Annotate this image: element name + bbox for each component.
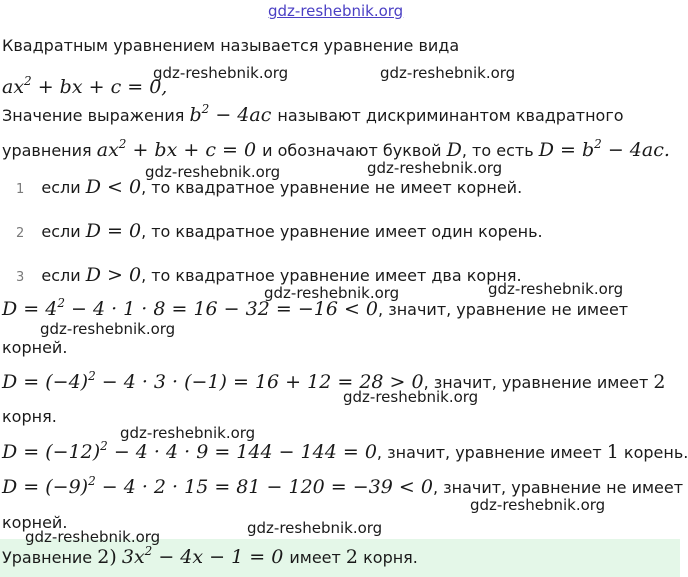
solution-2: $D = (-4)^2 - 4 \cdot 3 \cdot (-1) = 16 + 12 = 28 > 0$, значит, уравнение имеет 2 — [2, 369, 666, 393]
answer-line: Уравнение 2) $3x^2 - 4x - 1 = 0$ имеет 2 корня. — [2, 544, 418, 568]
site-link[interactable]: gdz-reshebnik.org — [268, 2, 404, 20]
discriminant-line-2: уравнения $ax^2$ + bx + c = 0 и обозначают буквой D, то есть $D = b^2 - 4ac$. — [2, 137, 670, 161]
definition-intro: Квадратным уравнением называется уравнение вида — [2, 36, 460, 55]
watermark: gdz-reshebnik.org — [25, 528, 161, 546]
solution-4: $D = (-9)^2 - 4 \cdot 2 \cdot 15 = 81 - 120 = -39 < 0$, значит, уравнение не имеет — [2, 474, 684, 498]
watermark: gdz-reshebnik.org — [145, 163, 281, 181]
watermark: gdz-reshebnik.org — [264, 284, 400, 302]
watermark: gdz-reshebnik.org — [40, 320, 176, 338]
watermark: gdz-reshebnik.org — [488, 280, 624, 298]
general-form: $ax^2$ + bx + c = 0, — [2, 74, 168, 98]
case-item-3: 3 если D > 0, то квадратное уравнение имеет два корня. — [16, 264, 522, 286]
solution-1-cont: корней. — [2, 338, 68, 357]
watermark: gdz-reshebnik.org — [343, 388, 479, 406]
watermark: gdz-reshebnik.org — [367, 159, 503, 177]
solution-2-cont: корня. — [2, 407, 57, 426]
watermark: gdz-reshebnik.org — [470, 496, 606, 514]
solution-1: $D = 4^2 - 4 \cdot 1 \cdot 8 = 16 - 32 = -16 < 0$, значит, уравнение не имеет — [2, 296, 629, 320]
discriminant-line-1: Значение выражения $b^2 - 4ac$ называют дискриминантом квадратного — [2, 102, 624, 126]
case-item-2: 2 если D = 0, то квадратное уравнение имеет один корень. — [16, 220, 543, 242]
watermark: gdz-reshebnik.org — [120, 424, 256, 442]
watermark: gdz-reshebnik.org — [380, 64, 516, 82]
solution-3: $D = (-12)^2 - 4 \cdot 4 \cdot 9 = 144 - 144 = 0$, значит, уравнение имеет 1 корень. — [2, 439, 688, 463]
watermark: gdz-reshebnik.org — [153, 64, 289, 82]
case-item-1: 1 если D < 0, то квадратное уравнение не имеет корней. — [16, 176, 523, 198]
watermark: gdz-reshebnik.org — [247, 519, 383, 537]
solution-4-cont: корней. — [2, 513, 68, 532]
